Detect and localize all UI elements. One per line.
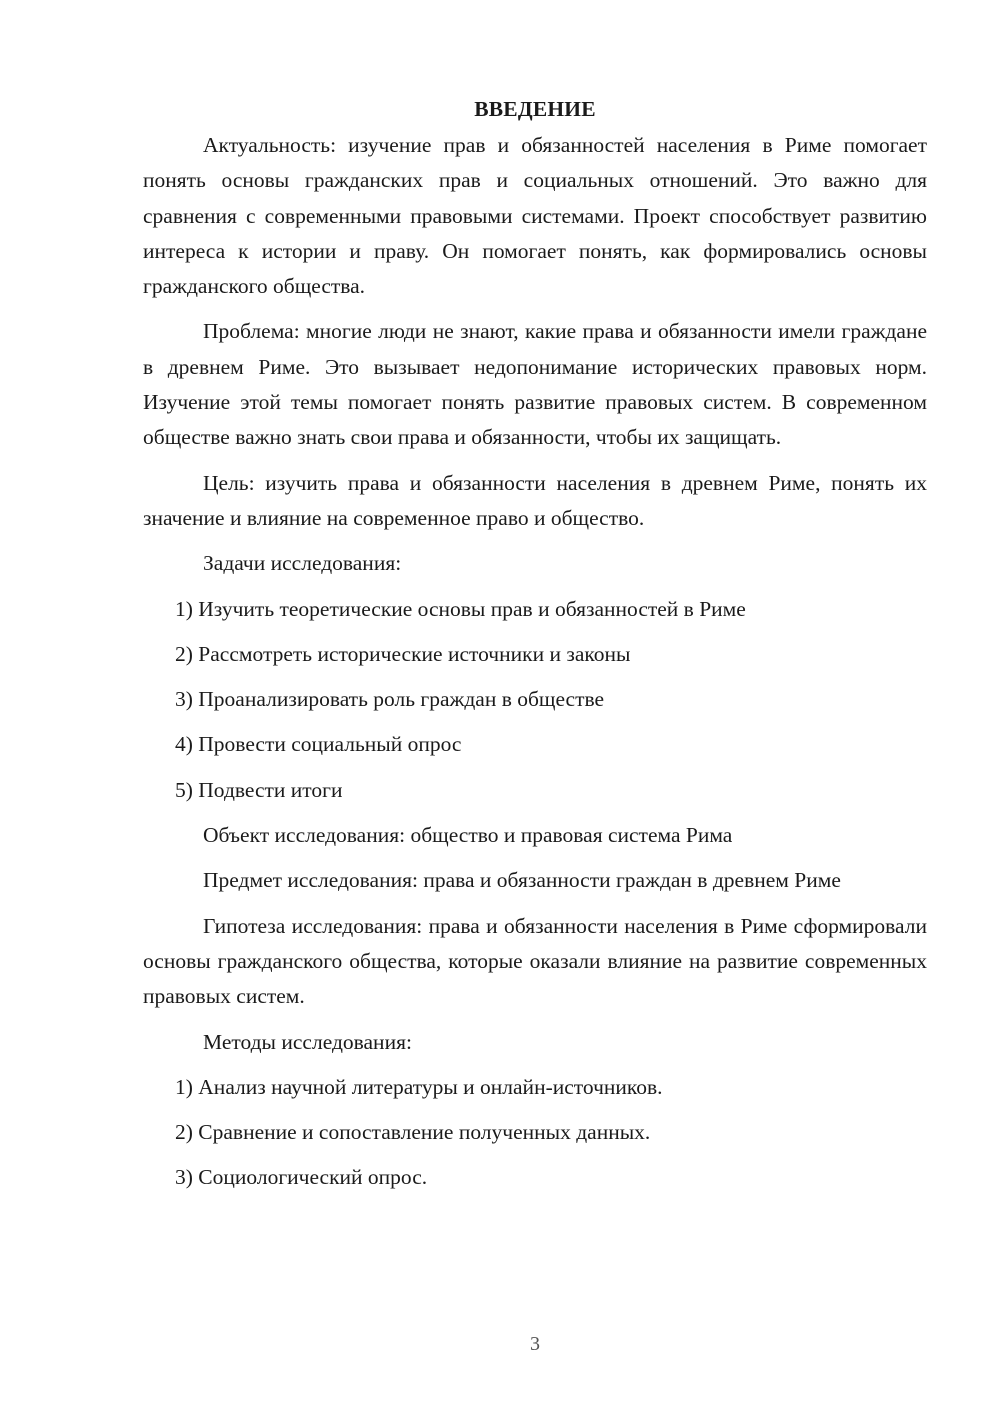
list-item: 1) Изучить теоретические основы прав и обязанностей в Риме [175, 596, 746, 621]
list-item: 2) Рассмотреть исторические источники и законы [175, 641, 631, 666]
problem-paragraph: Проблема: многие люди не знают, какие права и обязанности имели граждане в древнем Риме. Это вызывает недопонимание исторических правовых норм. Изучение этой темы помогает понять развитие правовых систем. В современном обществе важно знать свои права и обязанности, чтобы их защищать. [143, 319, 927, 450]
object-paragraph: Объект исследования: общество и правовая система Рима [203, 823, 733, 848]
page-content [143, 94, 927, 1206]
list-item: 5) Подвести итоги [175, 777, 343, 802]
methods-list [143, 1070, 927, 1196]
tasks-heading: Задачи исследования: [203, 551, 402, 576]
list-item: 2) Сравнение и сопоставление полученных данных. [175, 1120, 651, 1145]
tasks-list [143, 592, 927, 808]
list-item: 4) Провести социальный опрос [175, 732, 462, 757]
relevance-paragraph: Актуальность: изучение прав и обязанностей населения в Риме помогает понять основы гражданских прав и социальных отношений. Это важно для сравнения с современными правовыми системами. Проект способствует развитию интереса к истории и праву. Он помогает понять, как формировались основы гражданского общества. [143, 133, 927, 299]
goal-paragraph: Цель: изучить права и обязанности населения в древнем Риме, понять их значение и влияние на современное право и общество. [143, 470, 927, 530]
section-title: ВВЕДЕНИЕ [474, 97, 596, 121]
subject-paragraph: Предмет исследования: права и обязанности граждан в древнем Риме [203, 868, 841, 893]
list-item: 3) Проанализировать роль граждан в обществе [175, 687, 605, 712]
list-item: 1) Анализ научной литературы и онлайн-источников. [175, 1074, 663, 1099]
page-number: 3 [530, 1333, 540, 1355]
hypothesis-paragraph: Гипотеза исследования: права и обязанности населения в Риме сформировали основы гражданского общества, которые оказали влияние на развитие современных правовых систем. [143, 913, 927, 1009]
methods-heading: Методы исследования: [203, 1029, 412, 1054]
list-item: 3) Социологический опрос. [175, 1165, 428, 1190]
